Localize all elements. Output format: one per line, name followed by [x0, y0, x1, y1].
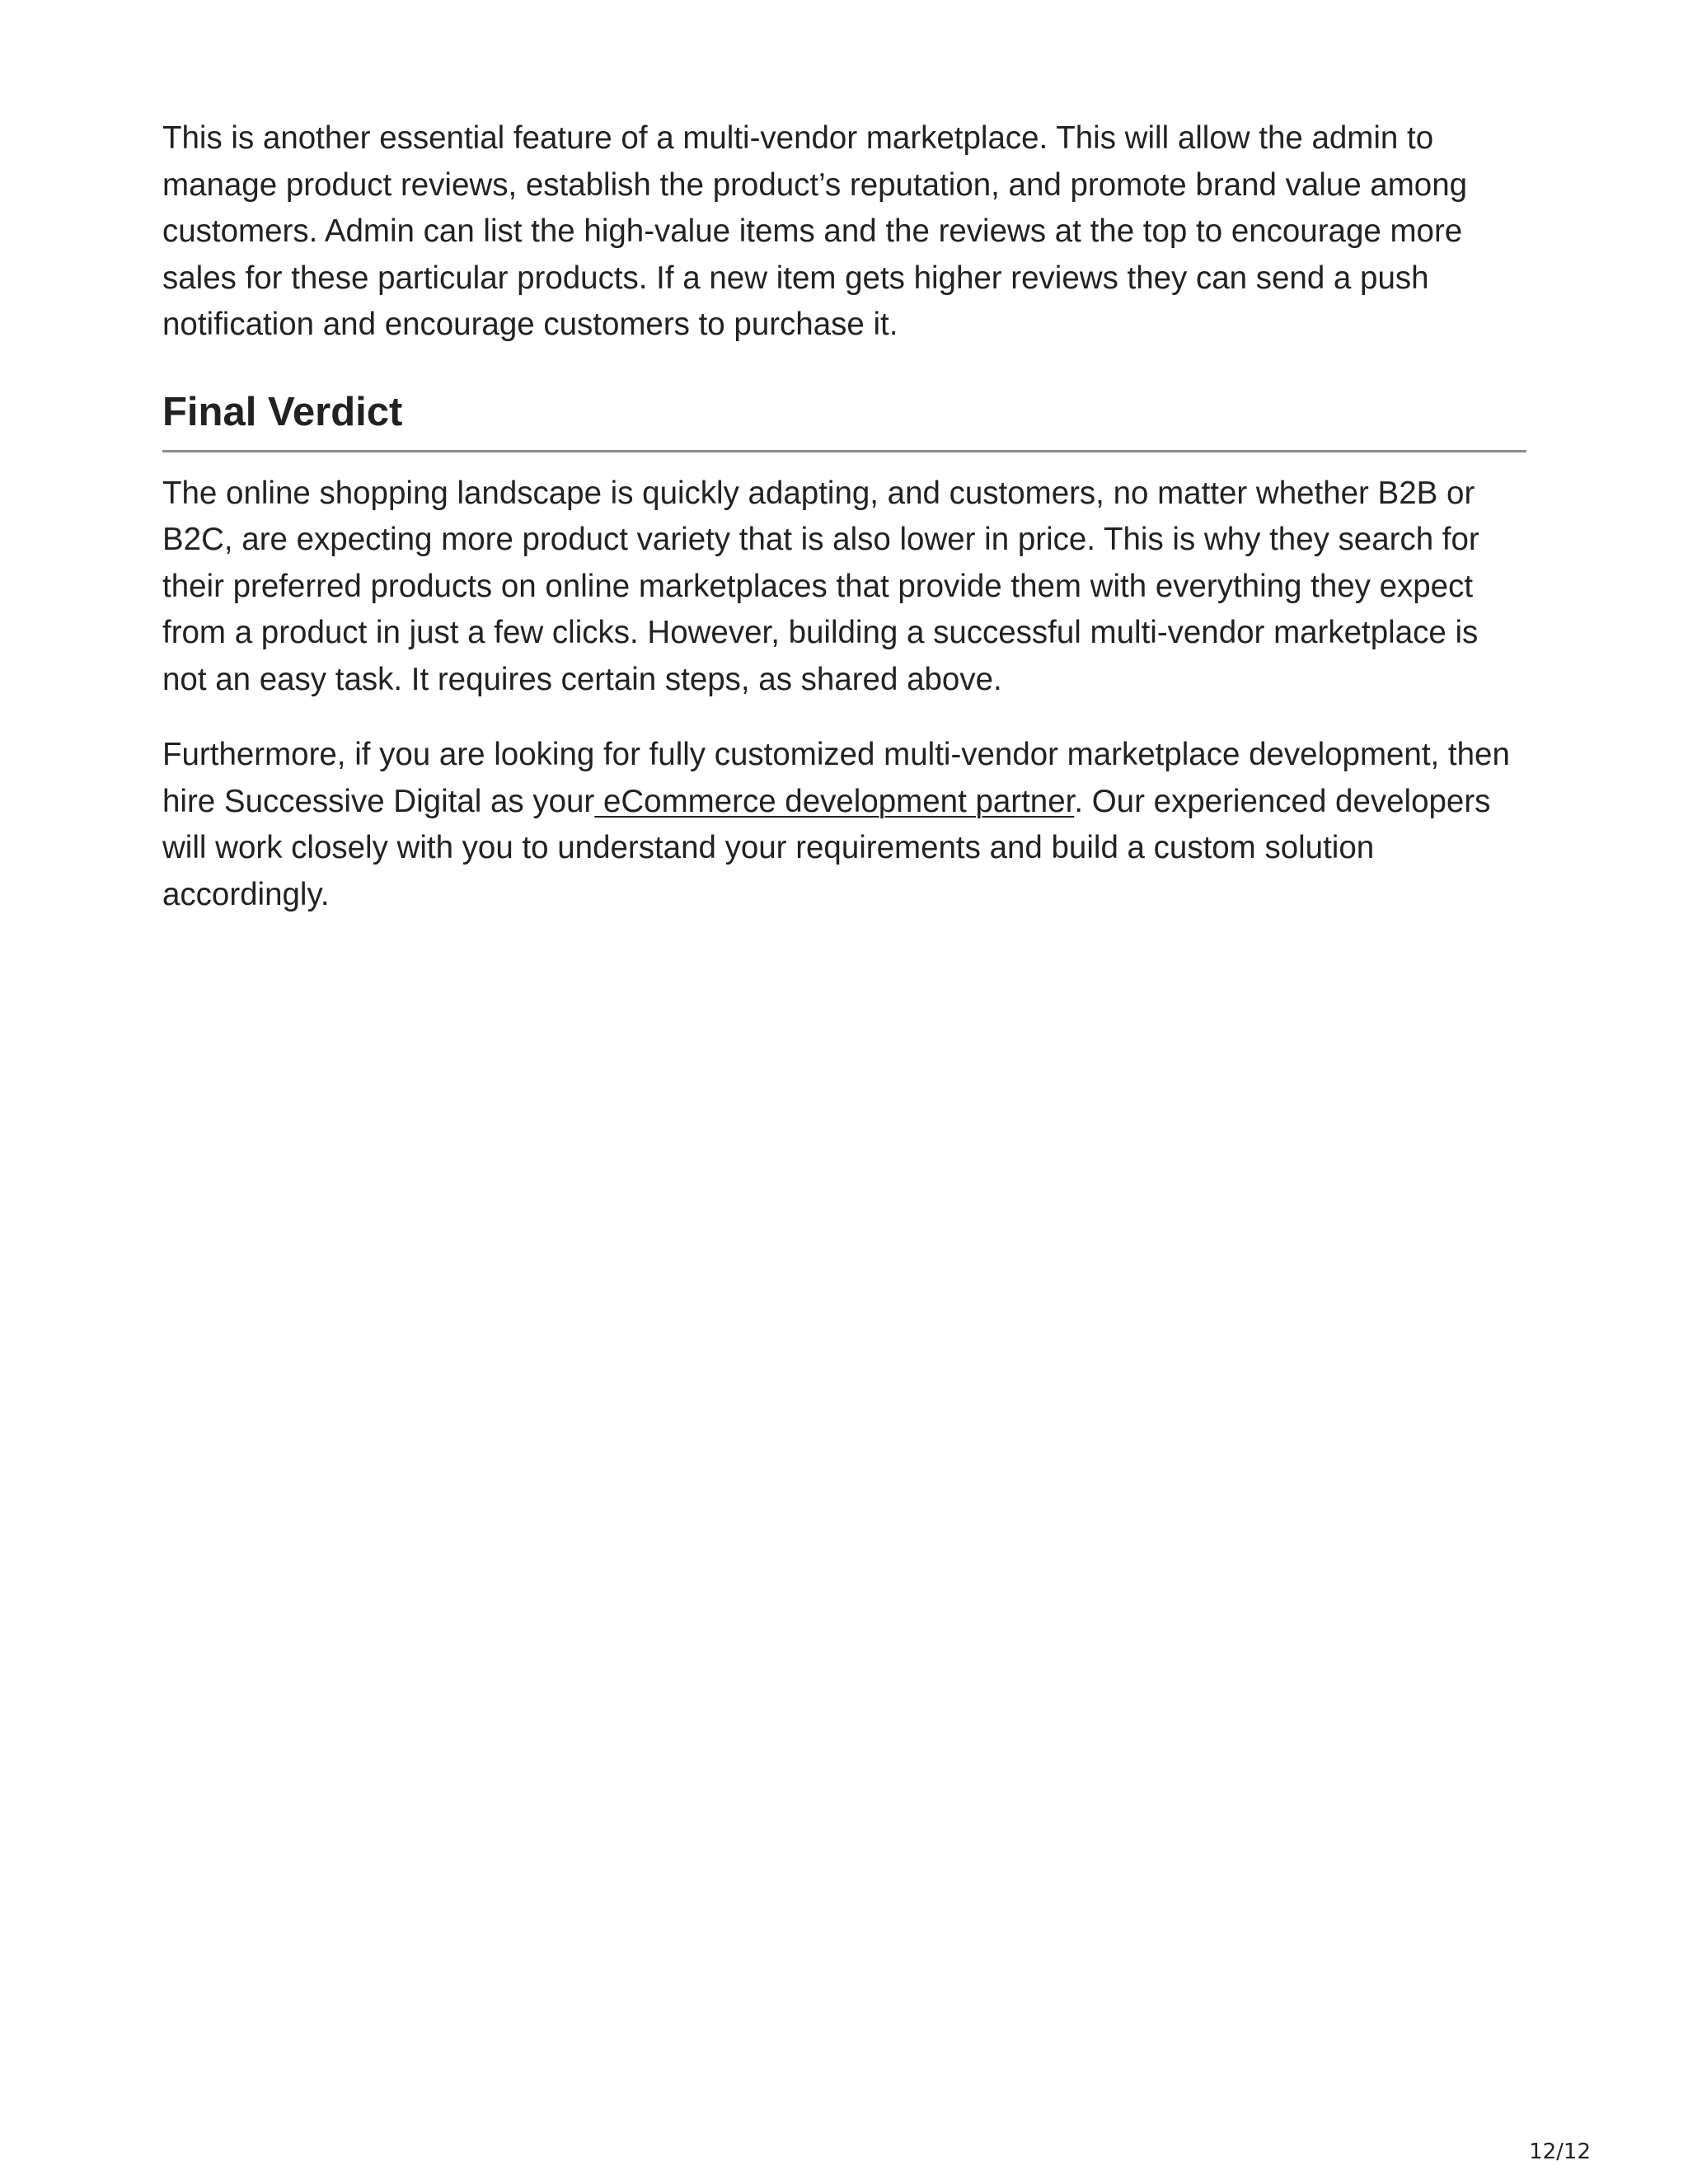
intro-paragraph: This is another essential feature of a multi-vendor marketplace. This will allow the admin to manage product reviews, establish the product’s reputation, and promote brand value among customers. Admin can list the high-value items and the reviews at the top to encourage more sales for these particular products. If a new item gets higher reviews they can send a push notification and encourage customers to purchase it.: [162, 120, 1468, 342]
verdict-paragraph: The online shopping landscape is quickly adapting, and customers, no matter whether B2B or B2C, are expecting more product variety that is also lower in price. This is why they search for their preferred products on online marketplaces that provide them with everything they expect from a product in just a few clicks. However, building a successful multi-vendor marketplace is not an easy task. It requires certain steps, as shared above.: [162, 475, 1479, 697]
article-content: [162, 115, 1526, 947]
closing-paragraph: [162, 732, 1526, 918]
section-heading: Final Verdict: [162, 389, 403, 434]
closing-text-after-link: . Our experienced developers will work closely with you to understand your requirements and build a custom solution accordingly.: [162, 783, 1491, 912]
page-number: 12/12: [1529, 2139, 1591, 2164]
heading-divider: [162, 450, 1526, 452]
closing-text-before-link: Furthermore, if you are looking for fully customized multi-vendor marketplace development, then hire Successive Digital as your: [162, 737, 1510, 819]
ecommerce-development-partner-link[interactable]: eCommerce development partner: [594, 783, 1075, 819]
